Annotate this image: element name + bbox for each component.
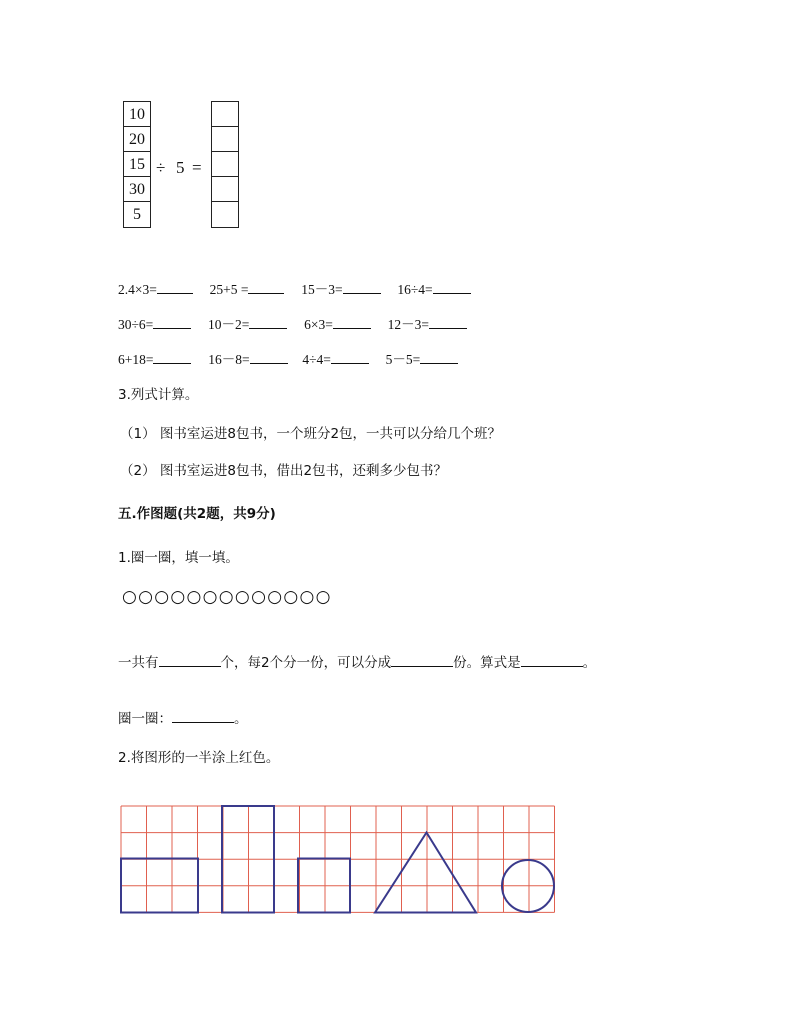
question-3-item-1: （1） 图书室运进8包书，一个班分2包，一共可以分给几个班？ xyxy=(120,426,502,442)
calc-expression: 2.4×3= xyxy=(118,282,157,297)
answer-blank[interactable] xyxy=(429,327,467,329)
question-3-title: 3.列式计算。 xyxy=(118,387,199,403)
answer-blank[interactable] xyxy=(249,327,287,329)
answer-cell[interactable] xyxy=(212,127,238,152)
triangle-shape[interactable] xyxy=(375,833,476,913)
answer-blank[interactable] xyxy=(153,362,191,364)
answer-blank[interactable] xyxy=(420,362,458,364)
calc-expression: 6+18= xyxy=(118,352,154,367)
answer-blank[interactable] xyxy=(172,721,234,723)
answer-blank[interactable] xyxy=(343,292,381,294)
divide-sign: ÷ xyxy=(156,158,166,177)
answer-blank[interactable] xyxy=(250,362,288,364)
calc-row-2 xyxy=(118,313,467,333)
calc-expression: 15－3= xyxy=(301,282,343,297)
dividend-cell: 20 xyxy=(124,127,150,152)
fill-text: 份。算式是 xyxy=(453,655,521,671)
circle-row: ○○○○○○○○○○○○○ xyxy=(122,587,332,607)
dividend-column xyxy=(123,101,151,228)
answer-blank[interactable] xyxy=(433,292,471,294)
fill-text: 。 xyxy=(582,655,597,671)
calc-expression: 6×3= xyxy=(304,317,333,332)
answer-blank[interactable] xyxy=(157,292,193,294)
drawing-q1-title: 1.圈一圈，填一填。 xyxy=(118,550,239,566)
circle-prompt-label: 圈一圈： xyxy=(118,711,172,727)
calc-expression: 5－5= xyxy=(385,352,421,367)
equals-sign: = xyxy=(192,158,202,177)
calc-expression: 16－8= xyxy=(208,352,250,367)
answer-blank[interactable] xyxy=(159,665,221,667)
calc-row-3 xyxy=(118,348,458,368)
answer-blank[interactable] xyxy=(153,327,191,329)
answer-cell[interactable] xyxy=(212,177,238,202)
answer-cell[interactable] xyxy=(212,102,238,127)
answer-blank[interactable] xyxy=(521,665,583,667)
quotient-column xyxy=(211,101,239,228)
fill-sentence xyxy=(118,651,596,671)
answer-cell[interactable] xyxy=(212,152,238,177)
dividend-cell: 15 xyxy=(124,152,150,177)
answer-blank[interactable] xyxy=(391,665,453,667)
circle-prompt-end: 。 xyxy=(234,711,248,727)
calc-expression: 25+5 = xyxy=(209,282,249,297)
fill-text: 个，每2个分一份，可以分成 xyxy=(220,655,392,671)
divisor: 5 xyxy=(176,158,185,177)
shape-grid xyxy=(118,804,558,918)
drawing-q2-title: 2.将图形的一半涂上红色。 xyxy=(118,750,280,766)
dividend-cell: 5 xyxy=(133,206,141,223)
question-3-item-2: （2） 图书室运进8包书，借出2包书，还剩多少包书？ xyxy=(120,463,448,479)
section-5-heading: 五.作图题(共2题，共9分) xyxy=(118,506,276,522)
calc-expression: 4÷4= xyxy=(302,352,331,367)
dividend-cell: 10 xyxy=(124,102,150,127)
calc-expression: 10－2= xyxy=(208,317,250,332)
calc-expression: 16÷4= xyxy=(397,282,433,297)
answer-blank[interactable] xyxy=(248,292,284,294)
calc-expression: 12－3= xyxy=(387,317,430,332)
calc-expression: 30÷6= xyxy=(118,317,154,332)
answer-blank[interactable] xyxy=(333,327,371,329)
dividend-cell: 30 xyxy=(124,177,150,202)
calc-row-1 xyxy=(118,278,471,298)
circle-prompt xyxy=(118,707,248,727)
answer-blank[interactable] xyxy=(331,362,369,364)
fill-text: 一共有 xyxy=(118,655,159,671)
answer-cell[interactable] xyxy=(212,202,238,227)
